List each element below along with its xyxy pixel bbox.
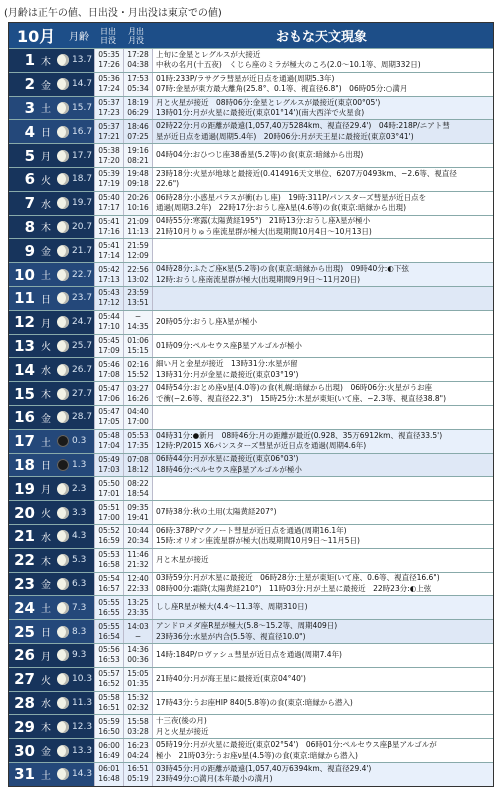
moon-age: 12.3 xyxy=(72,721,93,732)
weekday: 金 xyxy=(41,747,51,758)
events-cell: しし座R星が極大(4.4〜11.3等、周期310日) xyxy=(152,596,493,619)
events-cell: 04時31分:●新月 08時46分:月の距離が最近(0.928、35万6912km、視直径33.5') 12時:P/2015 X6パンスターズ彗星が近日点を通過(周期4.6年) xyxy=(152,430,493,453)
day-number: 4 xyxy=(24,122,35,141)
table-row xyxy=(9,96,493,120)
moon-phase-icon xyxy=(57,673,69,685)
moon-age: 19.7 xyxy=(72,198,93,209)
day-number: 14 xyxy=(14,360,35,379)
day-number: 3 xyxy=(24,98,35,117)
moon-age: 27.7 xyxy=(72,388,93,399)
sunrise-sunset: 05:55 16:55 xyxy=(94,596,123,619)
day-cell xyxy=(9,573,94,596)
moonrise-moonset: 13:25 23:35 xyxy=(123,596,152,619)
weekday: 水 xyxy=(41,532,51,544)
table-row xyxy=(9,286,493,310)
weekday: 火 xyxy=(41,509,51,521)
moonrise-moonset: 23:59 13:51 xyxy=(123,287,152,310)
moonrise-moonset: 14:03 − xyxy=(123,620,152,643)
moon-age: 28.7 xyxy=(72,412,93,423)
weekday: 火 xyxy=(41,342,51,354)
weekday: 木 xyxy=(41,390,51,402)
moon-phase-icon xyxy=(57,150,69,162)
day-cell xyxy=(9,525,94,548)
moonrise-moonset: 19:48 09:18 xyxy=(123,168,152,191)
events-cell: 03時59分:月が木星に最接近 06時28分:土星が東矩(いて座、0.6等、視直径16.6") 08時00分:霜降(太陽黄経210°) 11時03分:月が土星に最接近 22時23分:◐上弦 xyxy=(152,573,493,596)
moonrise-moonset: 12:40 22:33 xyxy=(123,573,152,596)
sunrise-sunset: 06:01 16:48 xyxy=(94,763,123,786)
weekday: 金 xyxy=(41,580,51,592)
sunrise-sunset: 05:58 16:51 xyxy=(94,692,123,715)
events-cell: 17時43分:うお座HIP 840(5.8等)の食(東京:暗縁から潜入) xyxy=(152,692,493,715)
day-cell xyxy=(9,311,94,334)
day-cell xyxy=(9,596,94,619)
day-cell xyxy=(9,168,94,191)
sun-header: 日出 日没 xyxy=(100,26,116,45)
moonrise-moonset: 22:56 13:02 xyxy=(123,263,152,286)
moon-phase-icon xyxy=(57,126,69,138)
events-header: おもな天文現象 xyxy=(275,30,367,45)
weekday: 水 xyxy=(41,699,51,711)
weekday: 金 xyxy=(41,247,51,259)
events-cell: 20時05分:おうし座λ星が極小 xyxy=(152,311,493,334)
day-cell xyxy=(9,216,94,239)
day-cell xyxy=(9,335,94,358)
events-cell xyxy=(152,406,493,429)
day-number: 17 xyxy=(14,432,35,451)
day-cell xyxy=(9,501,94,524)
moon-age: 9.3 xyxy=(72,650,87,661)
moon-age: 11.3 xyxy=(72,697,93,708)
moon-phase-icon xyxy=(57,78,69,90)
weekday: 月 xyxy=(41,318,51,330)
events-cell: 03時45分:月の距離が最遠(1,057,40万6394km、視直径29.4') 23時49分:○満月(本年最小の満月) xyxy=(152,763,493,786)
moon-phase-icon xyxy=(57,649,69,661)
month-title: 10月 xyxy=(17,27,56,46)
moon-phase-icon xyxy=(57,388,69,400)
moon-age: 8.3 xyxy=(72,626,87,637)
table-row xyxy=(9,357,493,381)
table-row xyxy=(9,762,493,786)
day-number: 15 xyxy=(14,384,35,403)
moonrise-moonset: 07:08 18:12 xyxy=(123,454,152,477)
events-cell: 月と火星が接近 08時06分:金星とレグルスが最接近(東京00°05') 13時01分:月が火星に最接近(東京01°14')(南大西洋で火星食) xyxy=(152,97,493,120)
day-number: 21 xyxy=(14,527,35,546)
sunrise-sunset: 05:59 16:50 xyxy=(94,715,123,738)
day-number: 30 xyxy=(14,741,35,760)
sunrise-sunset: 05:49 17:03 xyxy=(94,454,123,477)
table-row xyxy=(9,72,493,96)
day-number: 20 xyxy=(14,503,35,522)
table-row xyxy=(9,572,493,596)
events-cell: 01時:233P/ラサグラ彗星が近日点を通過(周期5.3年) 07時:金星が東方最大離角(25.8°、0.1等、視直径6.8") 06時05分:○満月 xyxy=(152,73,493,96)
moon-phase-icon xyxy=(57,626,69,638)
events-cell: アンドロメダ座R星が極大(5.8〜15.2等、周期409日) 23時36分:水星が内合(5.5等、視直径10.0") xyxy=(152,620,493,643)
moon-age: 21.7 xyxy=(72,245,93,256)
moon-phase-icon xyxy=(57,102,69,114)
events-cell: 23時18分:火星が地球と最接近(0.414916天文単位、6207万0493km、−2.6等、視直径 22.6") xyxy=(152,168,493,191)
sunrise-sunset: 05:55 16:54 xyxy=(94,620,123,643)
moonrise-moonset: 18:46 07:25 xyxy=(123,120,152,143)
sunrise-sunset: 05:37 17:23 xyxy=(94,97,123,120)
moon-phase-icon xyxy=(57,340,69,352)
weekday: 月 xyxy=(41,485,51,497)
moon-age: 18.7 xyxy=(72,174,93,185)
events-cell: 05時19分:月が火星に最接近(東京02°54') 06時01分:ペルセウス座β星アルゴルが 極小 21時03分:うお座ν星(4.5等)の食(東京:暗縁から潜入) xyxy=(152,739,493,762)
day-number: 1 xyxy=(24,51,35,70)
events-cell xyxy=(152,287,493,310)
moon-age: 23.7 xyxy=(72,293,93,304)
moon-age: 24.7 xyxy=(72,317,93,328)
day-cell xyxy=(9,144,94,167)
day-cell xyxy=(9,454,94,477)
day-number: 9 xyxy=(24,241,35,260)
weekday: 日 xyxy=(41,628,51,640)
events-cell: 02時22分:月の距離が最遠(1,057,40万5284km、視直径29.4') 04時:218P/ニアト彗 星が近日点を通過(周期5.4年) 20時06分:月が天王星に最接近(東京03°41') xyxy=(152,120,493,143)
moon-phase-icon xyxy=(57,197,69,209)
day-number: 11 xyxy=(14,289,35,308)
moonrise-moonset: 21:59 12:09 xyxy=(123,239,152,262)
moon-phase-icon xyxy=(57,221,69,233)
sunrise-sunset: 05:57 16:52 xyxy=(94,668,123,691)
moon-age: 17.7 xyxy=(72,150,93,161)
moon-age: 13.7 xyxy=(72,55,93,66)
events-cell: 十三夜(後の月) 月と火星が接近 xyxy=(152,715,493,738)
sunrise-sunset: 06:00 16:49 xyxy=(94,739,123,762)
moon-phase-icon xyxy=(57,435,69,447)
table-row xyxy=(9,548,493,572)
moonrise-moonset: 03:27 16:26 xyxy=(123,382,152,405)
sunrise-sunset: 05:46 17:08 xyxy=(94,358,123,381)
day-number: 13 xyxy=(14,336,35,355)
moon-age: 3.3 xyxy=(72,507,87,518)
events-cell: 06時:378P/マクノート彗星が近日点を通過(周期16.1年) 15時:オリオン座流星群が極大(出現期間10月9日〜11月5日) xyxy=(152,525,493,548)
table-row xyxy=(9,405,493,429)
day-cell xyxy=(9,668,94,691)
events-cell: 07時38分:秋の土用(太陽黄経207°) xyxy=(152,501,493,524)
moonrise-moonset: 10:44 20:34 xyxy=(123,525,152,548)
day-number: 25 xyxy=(14,622,35,641)
day-cell xyxy=(9,263,94,286)
events-cell: 04時04分:おひつじ座38番星(5.2等)の食(東京:暗縁から出現) xyxy=(152,144,493,167)
moon-phase-icon xyxy=(57,602,69,614)
day-cell xyxy=(9,430,94,453)
events-cell: 細い月と金星が接近 13時31分:水星が留 13時31分:月が金星に最接近(東京03°19') xyxy=(152,358,493,381)
day-number: 29 xyxy=(14,717,35,736)
page-note: (月齢は正午の値、日出没・月出没は東京での値) xyxy=(4,8,222,19)
day-number: 26 xyxy=(14,646,35,665)
weekday: 水 xyxy=(41,199,51,211)
moon-age: 22.7 xyxy=(72,269,93,280)
moon-age: 0.3 xyxy=(72,436,87,447)
sunrise-sunset: 05:48 17:04 xyxy=(94,430,123,453)
sunrise-sunset: 05:52 16:59 xyxy=(94,525,123,548)
table-row xyxy=(9,738,493,762)
day-cell xyxy=(9,739,94,762)
moon-age: 6.3 xyxy=(72,578,87,589)
events-cell: 14時:184P/ロヴァシュ彗星が近日点を通過(周期7.4年) xyxy=(152,644,493,667)
moon-phase-icon xyxy=(57,483,69,495)
moon-age: 13.3 xyxy=(72,745,93,756)
table-row xyxy=(9,476,493,500)
moonrise-moonset: 16:51 05:19 xyxy=(123,763,152,786)
moon-phase-icon xyxy=(57,697,69,709)
day-cell xyxy=(9,715,94,738)
day-number: 6 xyxy=(24,170,35,189)
table-row xyxy=(9,500,493,524)
day-number: 18 xyxy=(14,455,35,474)
moonrise-moonset: 11:46 21:32 xyxy=(123,549,152,572)
sunrise-sunset: 05:47 17:06 xyxy=(94,382,123,405)
day-number: 27 xyxy=(14,670,35,689)
moon-phase-icon xyxy=(57,173,69,185)
day-number: 7 xyxy=(24,194,35,213)
day-cell xyxy=(9,73,94,96)
day-cell xyxy=(9,620,94,643)
moonrise-moonset: 09:35 19:41 xyxy=(123,501,152,524)
day-cell xyxy=(9,549,94,572)
sunrise-sunset: 05:42 17:13 xyxy=(94,263,123,286)
moon-age: 25.7 xyxy=(72,340,93,351)
sunrise-sunset: 05:41 17:16 xyxy=(94,216,123,239)
moon-phase-icon xyxy=(57,768,69,780)
table-row xyxy=(9,215,493,239)
weekday: 金 xyxy=(41,80,51,92)
table-row xyxy=(9,48,493,72)
sunrise-sunset: 05:47 17:05 xyxy=(94,406,123,429)
sunrise-sunset: 05:43 17:12 xyxy=(94,287,123,310)
moonrise-moonset: 14:36 00:36 xyxy=(123,644,152,667)
day-cell xyxy=(9,763,94,786)
moon-phase-icon xyxy=(57,721,69,733)
moon-age: 2.3 xyxy=(72,483,87,494)
day-cell xyxy=(9,692,94,715)
weekday: 日 xyxy=(41,461,51,473)
moon-age-header: 月齢 xyxy=(69,32,89,43)
day-cell xyxy=(9,477,94,500)
moonrise-moonset: 19:16 08:21 xyxy=(123,144,152,167)
weekday: 月 xyxy=(41,152,51,164)
moon-age: 7.3 xyxy=(72,602,87,613)
weekday: 土 xyxy=(41,770,51,782)
moon-phase-icon xyxy=(57,745,69,757)
moon-header: 月出 月没 xyxy=(128,26,144,45)
weekday: 日 xyxy=(41,128,51,140)
moonrise-moonset: 15:58 03:28 xyxy=(123,715,152,738)
moon-age: 20.7 xyxy=(72,221,93,232)
moon-phase-icon xyxy=(57,459,69,471)
table-row xyxy=(9,453,493,477)
day-number: 31 xyxy=(14,765,35,784)
moon-age: 5.3 xyxy=(72,555,87,566)
moonrise-moonset: 17:28 04:38 xyxy=(123,49,152,72)
sunrise-sunset: 05:44 17:10 xyxy=(94,311,123,334)
sunrise-sunset: 05:41 17:14 xyxy=(94,239,123,262)
moonrise-moonset: 17:53 05:34 xyxy=(123,73,152,96)
day-number: 2 xyxy=(24,75,35,94)
moonrise-moonset: 04:40 17:00 xyxy=(123,406,152,429)
day-number: 8 xyxy=(24,217,35,236)
day-cell xyxy=(9,192,94,215)
table-row xyxy=(9,310,493,334)
day-cell xyxy=(9,406,94,429)
sunrise-sunset: 05:36 17:24 xyxy=(94,73,123,96)
weekday: 火 xyxy=(41,175,51,187)
moonrise-moonset: 01:06 15:15 xyxy=(123,335,152,358)
weekday: 火 xyxy=(41,675,51,687)
events-cell: 21時40分:月が海王星に最接近(東京04°40') xyxy=(152,668,493,691)
events-cell: 04時54分:おとめ座ν星(4.0等)の食(札幌:暗縁から出現) 06時06分:火星がうお座 で衝(−2.6等、視直径22.3") 15時25分:木星が東矩(いて座、−2.3等、視直径38.8") xyxy=(152,382,493,405)
moon-age: 10.3 xyxy=(72,674,93,685)
weekday: 水 xyxy=(41,366,51,378)
moon-phase-icon xyxy=(57,364,69,376)
sunrise-sunset: 05:50 17:01 xyxy=(94,477,123,500)
events-cell: 月と木星が接近 xyxy=(152,549,493,572)
weekday: 土 xyxy=(41,271,51,283)
events-cell xyxy=(152,239,493,262)
table-body xyxy=(9,48,493,786)
moonrise-moonset: 16:23 04:24 xyxy=(123,739,152,762)
sunrise-sunset: 05:37 17:21 xyxy=(94,120,123,143)
moon-phase-icon xyxy=(57,316,69,328)
day-cell xyxy=(9,287,94,310)
table-row xyxy=(9,691,493,715)
weekday: 木 xyxy=(41,723,51,735)
moon-phase-icon xyxy=(57,245,69,257)
weekday: 木 xyxy=(41,56,51,68)
day-cell xyxy=(9,120,94,143)
sunrise-sunset: 05:53 16:58 xyxy=(94,549,123,572)
day-number: 16 xyxy=(14,408,35,427)
day-number: 5 xyxy=(24,146,35,165)
events-cell: 04時28分:ふたご座κ星(5.2等)の食(東京:暗縁から出現) 09時40分:◐下弦 12時:おうし座南流星群が極大(出現期間9月9日〜11月20日) xyxy=(152,263,493,286)
moonrise-moonset: 02:16 15:52 xyxy=(123,358,152,381)
moon-age: 14.3 xyxy=(72,769,93,780)
moon-phase-icon xyxy=(57,269,69,281)
moon-age: 16.7 xyxy=(72,126,93,137)
sunrise-sunset: 05:38 17:20 xyxy=(94,144,123,167)
moon-phase-icon xyxy=(57,54,69,66)
weekday: 木 xyxy=(41,556,51,568)
moonrise-moonset: 15:05 01:35 xyxy=(123,668,152,691)
table-row xyxy=(9,167,493,191)
moon-phase-icon xyxy=(57,554,69,566)
moon-age: 1.3 xyxy=(72,459,87,470)
table-row xyxy=(9,595,493,619)
sunrise-sunset: 05:39 17:19 xyxy=(94,168,123,191)
sunrise-sunset: 05:40 17:17 xyxy=(94,192,123,215)
weekday: 金 xyxy=(41,413,51,425)
events-cell: 06時28分:小惑星パラスが衝(わし座) 19時:311P/パンスターズ彗星が近日点を 通過(周期3.2年) 22時17分:おうし座λ星(4.6等)の食(東京:暗縁から出現) xyxy=(152,192,493,215)
day-number: 12 xyxy=(14,313,35,332)
moon-age: 26.7 xyxy=(72,364,93,375)
moonrise-moonset: − 14:35 xyxy=(123,311,152,334)
moonrise-moonset: 15:32 02:32 xyxy=(123,692,152,715)
table-row xyxy=(9,119,493,143)
weekday: 日 xyxy=(41,294,51,306)
day-number: 23 xyxy=(14,574,35,593)
table-row xyxy=(9,643,493,667)
weekday: 土 xyxy=(41,104,51,116)
day-cell xyxy=(9,97,94,120)
moon-age: 4.3 xyxy=(72,531,87,542)
events-cell: 04時55分:寒露(太陽黄経195°) 21時13分:おうし座λ星が極小 21時10月りゅう座流星群が極大(出現期間10月4日〜10月13日) xyxy=(152,216,493,239)
table-header xyxy=(9,23,493,48)
moonrise-moonset: 21:09 11:13 xyxy=(123,216,152,239)
table-row xyxy=(9,143,493,167)
day-number: 10 xyxy=(14,265,35,284)
day-cell xyxy=(9,358,94,381)
moon-age: 14.7 xyxy=(72,79,93,90)
events-cell xyxy=(152,477,493,500)
sunrise-sunset: 05:35 17:26 xyxy=(94,49,123,72)
events-cell: 上旬に金星とレグルスが大接近 中秋の名月(十五夜) くじら座のミラが極大のころ(2.0〜10.1等、周期332日) xyxy=(152,49,493,72)
sunrise-sunset: 05:45 17:09 xyxy=(94,335,123,358)
table-row xyxy=(9,381,493,405)
day-cell xyxy=(9,644,94,667)
table-row xyxy=(9,238,493,262)
moonrise-moonset: 18:19 06:29 xyxy=(123,97,152,120)
table-row xyxy=(9,667,493,691)
sunrise-sunset: 05:51 17:00 xyxy=(94,501,123,524)
sunrise-sunset: 05:56 16:53 xyxy=(94,644,123,667)
day-cell xyxy=(9,49,94,72)
moonrise-moonset: 08:22 18:54 xyxy=(123,477,152,500)
moon-phase-icon xyxy=(57,411,69,423)
sunrise-sunset: 05:54 16:57 xyxy=(94,573,123,596)
weekday: 月 xyxy=(41,651,51,663)
moon-phase-icon xyxy=(57,507,69,519)
events-cell: 06時44分:月が水星に最接近(東京06°03') 18時46分:ペルセウス座β星アルゴルが極小 xyxy=(152,454,493,477)
table-row xyxy=(9,334,493,358)
table-row xyxy=(9,262,493,286)
day-number: 24 xyxy=(14,598,35,617)
moonrise-moonset: 05:53 17:35 xyxy=(123,430,152,453)
table-row xyxy=(9,524,493,548)
day-number: 22 xyxy=(14,551,35,570)
table-row xyxy=(9,714,493,738)
table-row xyxy=(9,619,493,643)
moon-phase-icon xyxy=(57,530,69,542)
table-row xyxy=(9,429,493,453)
weekday: 土 xyxy=(41,437,51,449)
calendar-table xyxy=(8,22,494,787)
moonrise-moonset: 20:26 10:16 xyxy=(123,192,152,215)
weekday: 木 xyxy=(41,223,51,235)
weekday: 土 xyxy=(41,604,51,616)
day-cell xyxy=(9,239,94,262)
moon-phase-icon xyxy=(57,292,69,304)
table-row xyxy=(9,191,493,215)
day-number: 28 xyxy=(14,693,35,712)
day-cell xyxy=(9,382,94,405)
day-number: 19 xyxy=(14,479,35,498)
moon-age: 15.7 xyxy=(72,102,93,113)
moon-phase-icon xyxy=(57,578,69,590)
events-cell: 01時09分:ペルセウス座β星アルゴルが極小 xyxy=(152,335,493,358)
